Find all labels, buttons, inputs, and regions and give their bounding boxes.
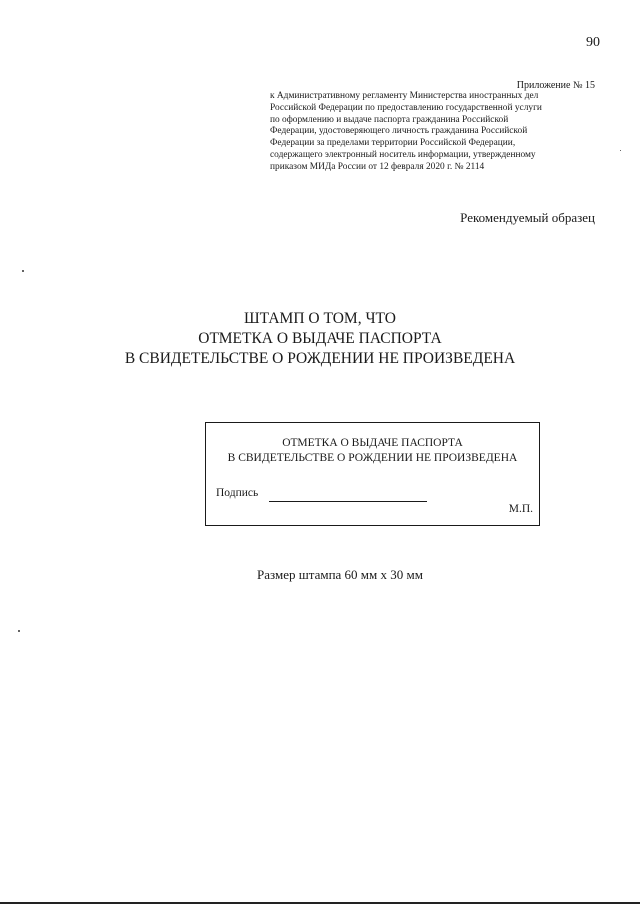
signature-line	[269, 501, 427, 502]
appendix-line: приказом МИДа России от 12 февраля 2020 г. № 2114	[270, 161, 485, 172]
appendix-line: Федерации за пределами территории Российской Федерации,	[270, 138, 516, 149]
seal-label: М.П.	[508, 503, 533, 515]
scan-speck	[18, 630, 20, 632]
title-line: ШТАМП О ТОМ, ЧТО	[244, 310, 396, 327]
stamp-sample-box	[205, 422, 540, 526]
title-line: В СВИДЕТЕЛЬСТВЕ О РОЖДЕНИИ НЕ ПРОИЗВЕДЕНА	[124, 350, 516, 367]
stamp-size-note: Размер штампа 60 мм x 30 мм	[257, 567, 423, 582]
appendix-line: к Административному регламенту Министерства иностранных дел	[270, 91, 539, 101]
stamp-title-line: В СВИДЕТЕЛЬСТВЕ О РОЖДЕНИИ НЕ ПРОИЗВЕДЕНА	[227, 452, 518, 464]
title-line: ОТМЕТКА О ВЫДАЧЕ ПАСПОРТА	[198, 330, 442, 347]
appendix-line: по оформлению и выдаче паспорта гражданина Российской	[270, 114, 509, 125]
appendix-text	[270, 91, 596, 174]
page-number: 90	[586, 35, 600, 50]
page-bottom-edge	[0, 902, 640, 904]
appendix-line: Федерации, удостоверяющего личность гражданина Российской	[270, 126, 528, 137]
appendix-line: содержащего электронный носитель информации, утвержденному	[270, 149, 536, 160]
scan-speck	[22, 270, 24, 272]
appendix-line: Российской Федерации по предоставлению государственной услуги	[270, 102, 542, 113]
scan-speck	[620, 150, 621, 151]
document-title	[100, 309, 540, 369]
recommended-sample-label: Рекомендуемый образец	[460, 210, 595, 225]
signature-label: Подпись	[216, 487, 259, 499]
appendix-header: Приложение № 15	[516, 80, 595, 91]
stamp-title-line: ОТМЕТКА О ВЫДАЧЕ ПАСПОРТА	[282, 437, 463, 449]
stamp-title	[206, 436, 539, 466]
